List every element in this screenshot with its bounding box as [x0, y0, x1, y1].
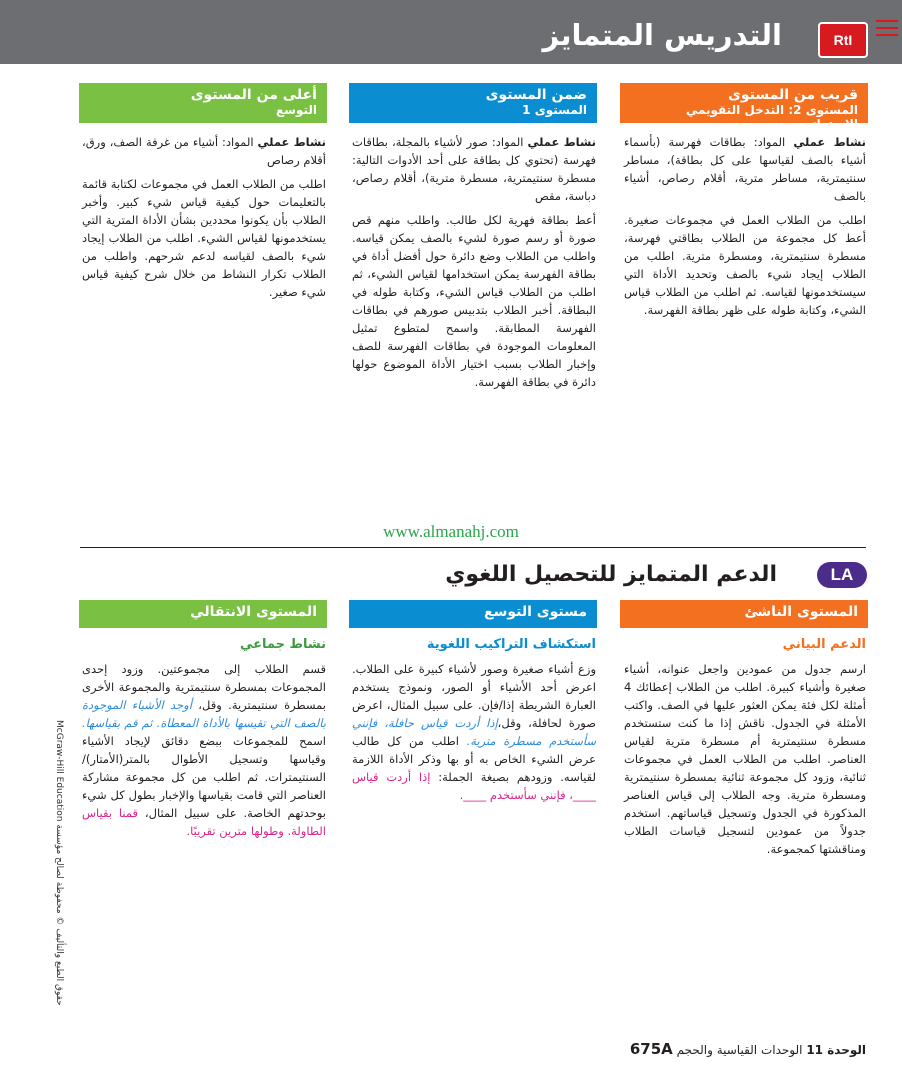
rti-column-beyond [82, 133, 326, 307]
la-body: ارسم جدول من عمودين واجعل عنوانه، أشياء صغيرة وأشياء كبيرة. اطلب من الطلاب إعطائك 4 أمثلة لكل فئة يمكن العثور عليها في الصف. واكتب الأمثلة في الجدول. ناقش إذا ما كنت ستستخدم مسطرة سنتيمترية أم مسطرة مترية لقياس العناصر. اطلب من الطلاب العمل في مجموعات ثنائية، وزود كل مجموعة ثنائية بمسطرة سنتيمترية ومسطرة مترية. وجه الطلاب إلى قياس العناصر المذكورة في الجدول وتسجيل قياساتهم. استخدم جدولاً من عمودين لتسجيل قياسات الطلاب ومناقشتها كمجموعة. [624, 662, 866, 856]
la-body: قسم الطلاب إلى مجموعتين. وزود إحدى المجموعات بمسطرة سنتيمترية والمجموعة الأخرى بمسطرة سنتيمترية. وقل، [82, 662, 326, 712]
la-body-continued: اطلب من كل طالب عرض الشيء الخاص به أو بها وذكر الأداة اللازمة لقياسه. وزودهم بصيغة الجملة: [352, 734, 596, 784]
materials-text: المواد: صور لأشياء بالمجلة، بطاقات فهرسة (تحتوي كل بطاقة على أحد الأدوات التالية: مسطرة سنتيمترية، مسطرة مترية)، أقلام رصاص، دباسة، مقص [352, 135, 596, 203]
la-column-bridging [82, 636, 326, 846]
activity-label: نشاط عملي [257, 135, 326, 149]
materials-text: المواد: أشياء من غرفة الصف، ورق، أقلام رصاص [82, 135, 326, 167]
activity-body: اطلب من الطلاب العمل في مجموعات صغيرة. أعط كل مجموعة من الطلاب بطاقتي فهرسة، مسطرة سنتيمترية، ومسطرة مترية. اطلب من الطلاب إيجاد شيء بالصف وتحديد الأداة التي سيستخدمونها لقياسه. ثم اطلب من الطلاب قياس الشيء، وكتابة طوله على ظهر بطاقة الفهرسة. [624, 213, 866, 317]
activity-body: أعط بطاقة فهرية لكل طالب. واطلب منهم قص صورة أو رسم صورة لشيء بالصف يمكن قياسه. واطلب من الطلاب وضع دائرة حول أفضل أداة في بطاقة الفهرسة يمكن استخدامها لقياس الشيء، ثم اطلب من الطلاب قياس الشيء، وكتابة طوله في البطاقة. أخبر الطلاب بتدبيس صورهم في بطاقات الفهرسة المطابقة. واسمح لمتطوع تمثيل المعلومات الموجودة في بطاقات الفهرسة للصف وإخبار الطلاب بسبب اختيار الأداة الموضوع حولها دائرة في بطاقة الفهرسة. [352, 213, 596, 389]
la-subheading: الدعم البياني [782, 637, 866, 652]
la-example-sentence: إذا أردت قياس حافلة، فإنني سأستخدم مسطرة مترية. [352, 716, 597, 748]
activity-body: اطلب من الطلاب العمل في مجموعات لكتابة قائمة بالتعليمات حول كيفية قياس شيء كبير. وأخبر الطلاب بأن يكونوا محددين بشأن الأداة المترية التي يستخدمونها لقياس الشيء. اطلب من الطلاب إيجاد شيء بالصف لقياسه لدعم شرحهم. واطلب من الطلاب تكرار النشاط من خلال شرح كيفية قياس شيء صغير. [82, 177, 326, 299]
la-heading-expanding: مستوى التوسع [349, 600, 597, 628]
la-heading-bridging: المستوى الانتقالي [79, 600, 327, 628]
la-heading-emerging: المستوى الناشئ [620, 600, 868, 628]
la-subheading: نشاط جماعي [239, 637, 326, 652]
header-bar [0, 0, 902, 64]
rti-column-approaching [624, 133, 866, 325]
la-body-continued: اسمح للمجموعات ببضع دقائق لإيجاد الأشياء وقياسها وتسجيل الأطوال بالمتر(الأمتار)/ السنتيمترات. ثم اطلب من كل مجموعة مشاركة العناصر التي قامت بقياسها والإخبار بطول كل شيء بوحدتهم الخاصة. على سبيل المثال، [82, 734, 326, 820]
unit-label: الوحدة 11 [806, 1043, 866, 1057]
la-example-sentence: أوجد الأشياء الموجودة بالصف التي تقيسها بالأداة المعطاة. ثم قم بقياسها. [82, 698, 326, 730]
section-divider [80, 547, 866, 548]
menu-icon[interactable] [876, 20, 898, 36]
page-number: 675A [629, 1040, 673, 1058]
rti-heading-beyond: أعلى من المستوى التوسع [79, 83, 327, 123]
la-badge: LA [817, 562, 867, 588]
la-sentence-frame: قمنا بقياس الطاولة. وطولها مترين تقريبًا. [82, 806, 326, 838]
page-title: التدريس المتمايز [542, 18, 782, 52]
rti-column-on-level [352, 133, 596, 397]
la-subheading: استكشاف التراكيب اللغوية [426, 637, 596, 652]
activity-label: نشاط عملي [793, 135, 866, 149]
la-sentence-frame: إذا أردت قياس ____، فإنني سأستخدم ____. [352, 770, 596, 802]
la-body: وزع أشياء صغيرة وصور لأشياء كبيرة على الطلاب. اعرض أحد الأشياء أو الصور، ونموذج يستخدم العبارة الشريطة إذا/فإن. على سبيل المثال، اعرض صورة لحافلة، وقل، [352, 662, 596, 730]
rti-badge: RtI [818, 22, 868, 58]
copyright-credit: حقوق الطبع والتأليف © محفوظة لصالح مؤسسة McGraw-Hill Education [54, 720, 64, 1006]
materials-text: المواد: بطاقات فهرسة (بأسماء أشياء بالصف لقياسها على كل بطاقة)، مساطر سنتيمترية، مساطر مترية، أقلام رصاص، أشياء بالصف [624, 135, 866, 203]
page-footer [620, 1040, 866, 1058]
activity-label: نشاط عملي [527, 135, 596, 149]
unit-title: الوحدات القياسية والحجم [676, 1043, 807, 1057]
rti-heading-approaching: قريب من المستوى المستوى 2: التدخل التقويمي الإستراتيجي [620, 83, 868, 123]
la-section-title: الدعم المتمايز للتحصيل اللغوي [445, 562, 777, 587]
watermark-link[interactable]: www.almanahj.com [383, 522, 519, 541]
rti-heading-on-level: ضمن المستوى المستوى 1 [349, 83, 597, 123]
la-column-emerging [624, 636, 866, 864]
la-column-expanding [352, 636, 596, 810]
